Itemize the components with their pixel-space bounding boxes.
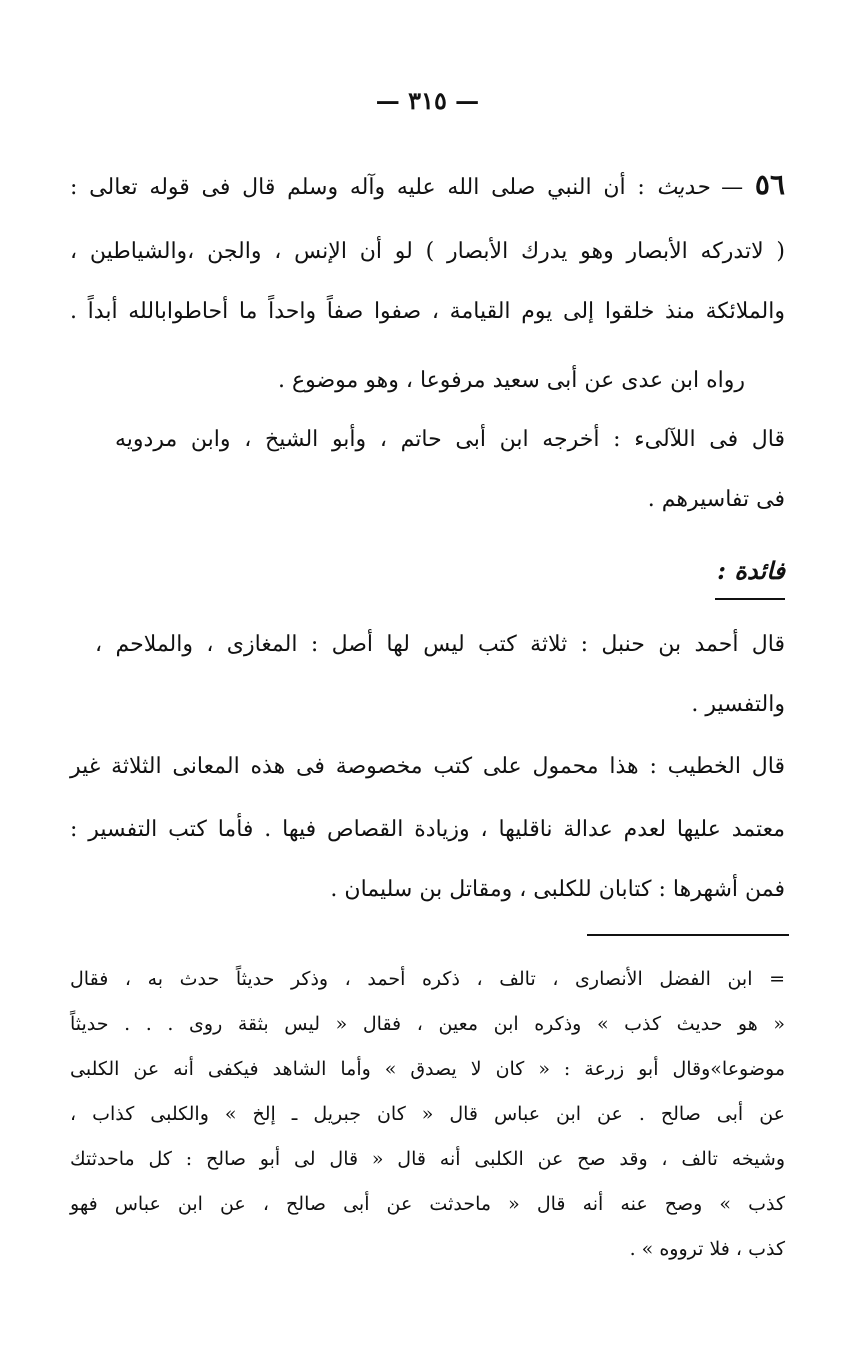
hadith-separator: — (721, 175, 744, 200)
footnote-separator (587, 934, 789, 936)
footnote-line-4: عن أبى صالح . عن ابن عباس قال « كان جبريل ـ إلخ » والكلبى كذاب ، (70, 1103, 785, 1125)
khatib-line-3: فمن أشهرها : كتابان للكلبى ، ومقاتل بن سليمان . (330, 877, 785, 902)
hadith-label: حديث (656, 175, 710, 200)
hadith-number: ٥٦ (754, 168, 785, 201)
footnote-line-1: = ابن الفضل الأنصارى ، تالف ، ذكره أحمد ، وذكر حديثاً حدث به ، فقال (70, 968, 785, 990)
hadith-line-1 (70, 170, 785, 203)
hadith-line-3: والملائكة منذ خلقوا إلى يوم القيامة ، صفوا صفاً واحداً ما أحاطوابالله أبداً . (70, 299, 785, 324)
footnote-line-6: كذب » وصح عنه أنه قال « ماحدثت عن أبى صالح ، عن ابن عباس فهو (70, 1193, 785, 1215)
khatib-line-1: قال الخطيب : هذا محمول على كتب مخصوصة فى هذه المعانى الثلاثة غير (70, 754, 785, 779)
hadith-text: : أن النبي صلى الله عليه وآله وسلم قال فى قوله تعالى : (70, 175, 645, 200)
khatib-line-2: معتمد عليها لعدم عدالة ناقليها ، وزيادة القصاص فيها . فأما كتب التفسير : (70, 817, 785, 842)
footnote-line-7: كذب ، فلا ترووه » . (629, 1238, 785, 1260)
laali-line-1: قال فى اللآلىء : أخرجه ابن أبى حاتم ، وأبو الشيخ ، وابن مردويه (115, 427, 785, 452)
ahmad-line-1: قال أحمد بن حنبل : ثلاثة كتب ليس لها أصل : المغازى ، والملاحم ، (95, 632, 785, 657)
page-number: — ٣١٥ — (375, 86, 480, 115)
narration-line: رواه ابن عدى عن أبى سعيد مرفوعا ، وهو موضوع . (277, 368, 745, 393)
laali-line-2: فى تفاسيرهم . (647, 487, 785, 512)
footnote-line-2: « هو حديث كذب » وذكره ابن معين ، فقال « ليس بثقة روى . . . حديثاً (70, 1013, 785, 1035)
footnote-line-3: موضوعا»وقال أبو زرعة : « كان لا يصدق » وأما الشاهد فيكفى أنه عن الكلبى (70, 1058, 785, 1080)
footnote-line-5: وشيخه تالف ، وقد صح عن الكلبى أنه قال « قال لى أبو صالح : كل ماحدثتك (70, 1148, 785, 1170)
heading-underline (715, 598, 785, 600)
faida-heading: فائدة : (717, 556, 785, 585)
hadith-line-2: ( لاتدركه الأبصار وهو يدرك الأبصار ) لو أن الإنس ، والجن ،والشياطين ، (70, 239, 785, 264)
ahmad-line-2: والتفسير . (691, 692, 785, 717)
